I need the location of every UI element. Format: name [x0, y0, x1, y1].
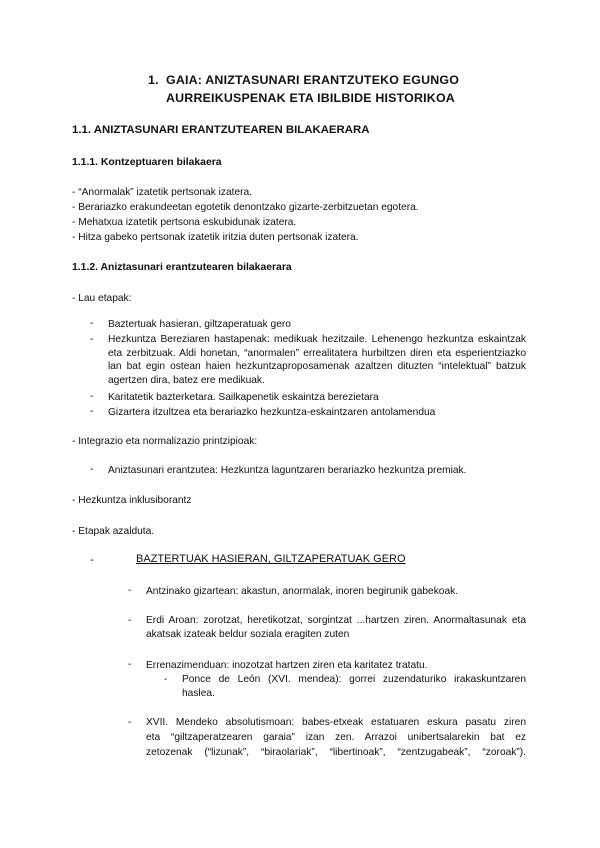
concept-item: - “Anormalak” izatetik pertsonak izatera.	[72, 187, 253, 198]
section-heading-1-1-1: 1.1.1. Kontzeptuaren bilakaera	[72, 157, 222, 168]
history-subitem: Ponce de León (XVI. mendea): gorrei zuzendaturiko irakaskuntzaren haslea.	[182, 674, 526, 699]
list-dash: -	[90, 554, 94, 566]
history-item-line: XVII. Mendeko absolutismoan: babes-etxeak estatuaren eskura pasatu ziren	[146, 717, 526, 728]
history-item: Antzinako gizartean: akastun, anormalak, inoren begirunik gabekoak.	[146, 586, 459, 597]
lau-etapak-label: - Lau etapak:	[72, 293, 132, 304]
history-item-line: zetozenak (“lizunak”, “biraolariak”, “libertinoak”, “zentzugabeak”, “zoroak”).	[146, 747, 526, 758]
section-heading-1-1-2: 1.1.2. Aniztasunari erantzutearen bilakaerara	[72, 262, 292, 273]
title-line-2: AURREIKUSPENAK ETA IBILBIDE HISTORIKOA	[166, 91, 455, 105]
history-item: Erdi Aroan: zorotzat, heretikotzat, sorgintzat ...hartzen ziren. Anormaltasunak eta akatsak izateak beldur soziala eragiten zuten	[146, 615, 526, 640]
stage-item: Karitatetik bazterketara. Sailkapenetik eskaintza berezietara	[108, 392, 379, 403]
integrazio-item: Aniztasunari erantzutea: Hezkuntza laguntzaren berariazko hezkuntza premiak.	[108, 465, 467, 476]
list-dash: -	[90, 318, 94, 329]
stage-item: Gizartera itzultzea eta berariazko hezkuntza-eskaintzaren antolamendua	[108, 407, 436, 418]
inklusiborantz-label: - Hezkuntza inklusiborantz	[72, 495, 192, 506]
list-dash: -	[164, 674, 168, 685]
title-number: 1.	[148, 73, 159, 87]
etapak-azalduta-label: - Etapak azalduta.	[72, 526, 155, 537]
list-dash: -	[128, 717, 132, 728]
concept-item: - Berariazko erakundeetan egotetik denontzako gizarte-zerbitzuetan egotera.	[72, 202, 419, 213]
list-dash: -	[128, 659, 132, 670]
list-dash: -	[90, 406, 94, 417]
concept-item: - Hitza gabeko pertsonak izatetik iritzia duten pertsonak izatera.	[72, 232, 359, 243]
list-dash: -	[128, 615, 132, 626]
title-line-1: GAIA: ANIZTASUNARI ERANTZUTEKO EGUNGO	[166, 73, 460, 87]
list-dash: -	[90, 334, 94, 345]
list-dash: -	[128, 585, 132, 596]
history-item: Errenazimenduan: inozotzat hartzen ziren eta karitatez tratatu.	[146, 660, 428, 671]
stage-item: Baztertuak hasieran, giltzaperatuak gero	[108, 319, 291, 330]
section-heading-1-1: 1.1. ANIZTASUNARI ERANTZUTEAREN BILAKAERARA	[72, 124, 370, 136]
integrazio-label: - Integrazio eta normalizazio printzipioak:	[72, 436, 258, 447]
concept-item: - Mehatxua izatetik pertsona eskubidunak izatera.	[72, 217, 297, 228]
baztertuak-heading: BAZTERTUAK HASIERAN, GILTZAPERATUAK GERO	[136, 553, 406, 565]
history-item-line: eta “giltzaperatzearen garaia” izan zen. Arrazoi unibertsalarekin bat ez	[146, 732, 526, 743]
list-dash: -	[90, 391, 94, 402]
stage-item: Hezkuntza Bereziaren hastapenak: medikuak hezitzaile. Lehenengo hezkuntza eskaintzak eta zerbitzuak. Aldi honetan, “anormalen” errealitatera hurbiltzen diren eta esperientziazko lan bat egin ostean haien hezkuntzaproposamenak azaltzen dituzten “intelektual” batzuk agertzen dira, batez ere medikuak.	[108, 334, 526, 386]
list-dash: -	[90, 464, 94, 475]
